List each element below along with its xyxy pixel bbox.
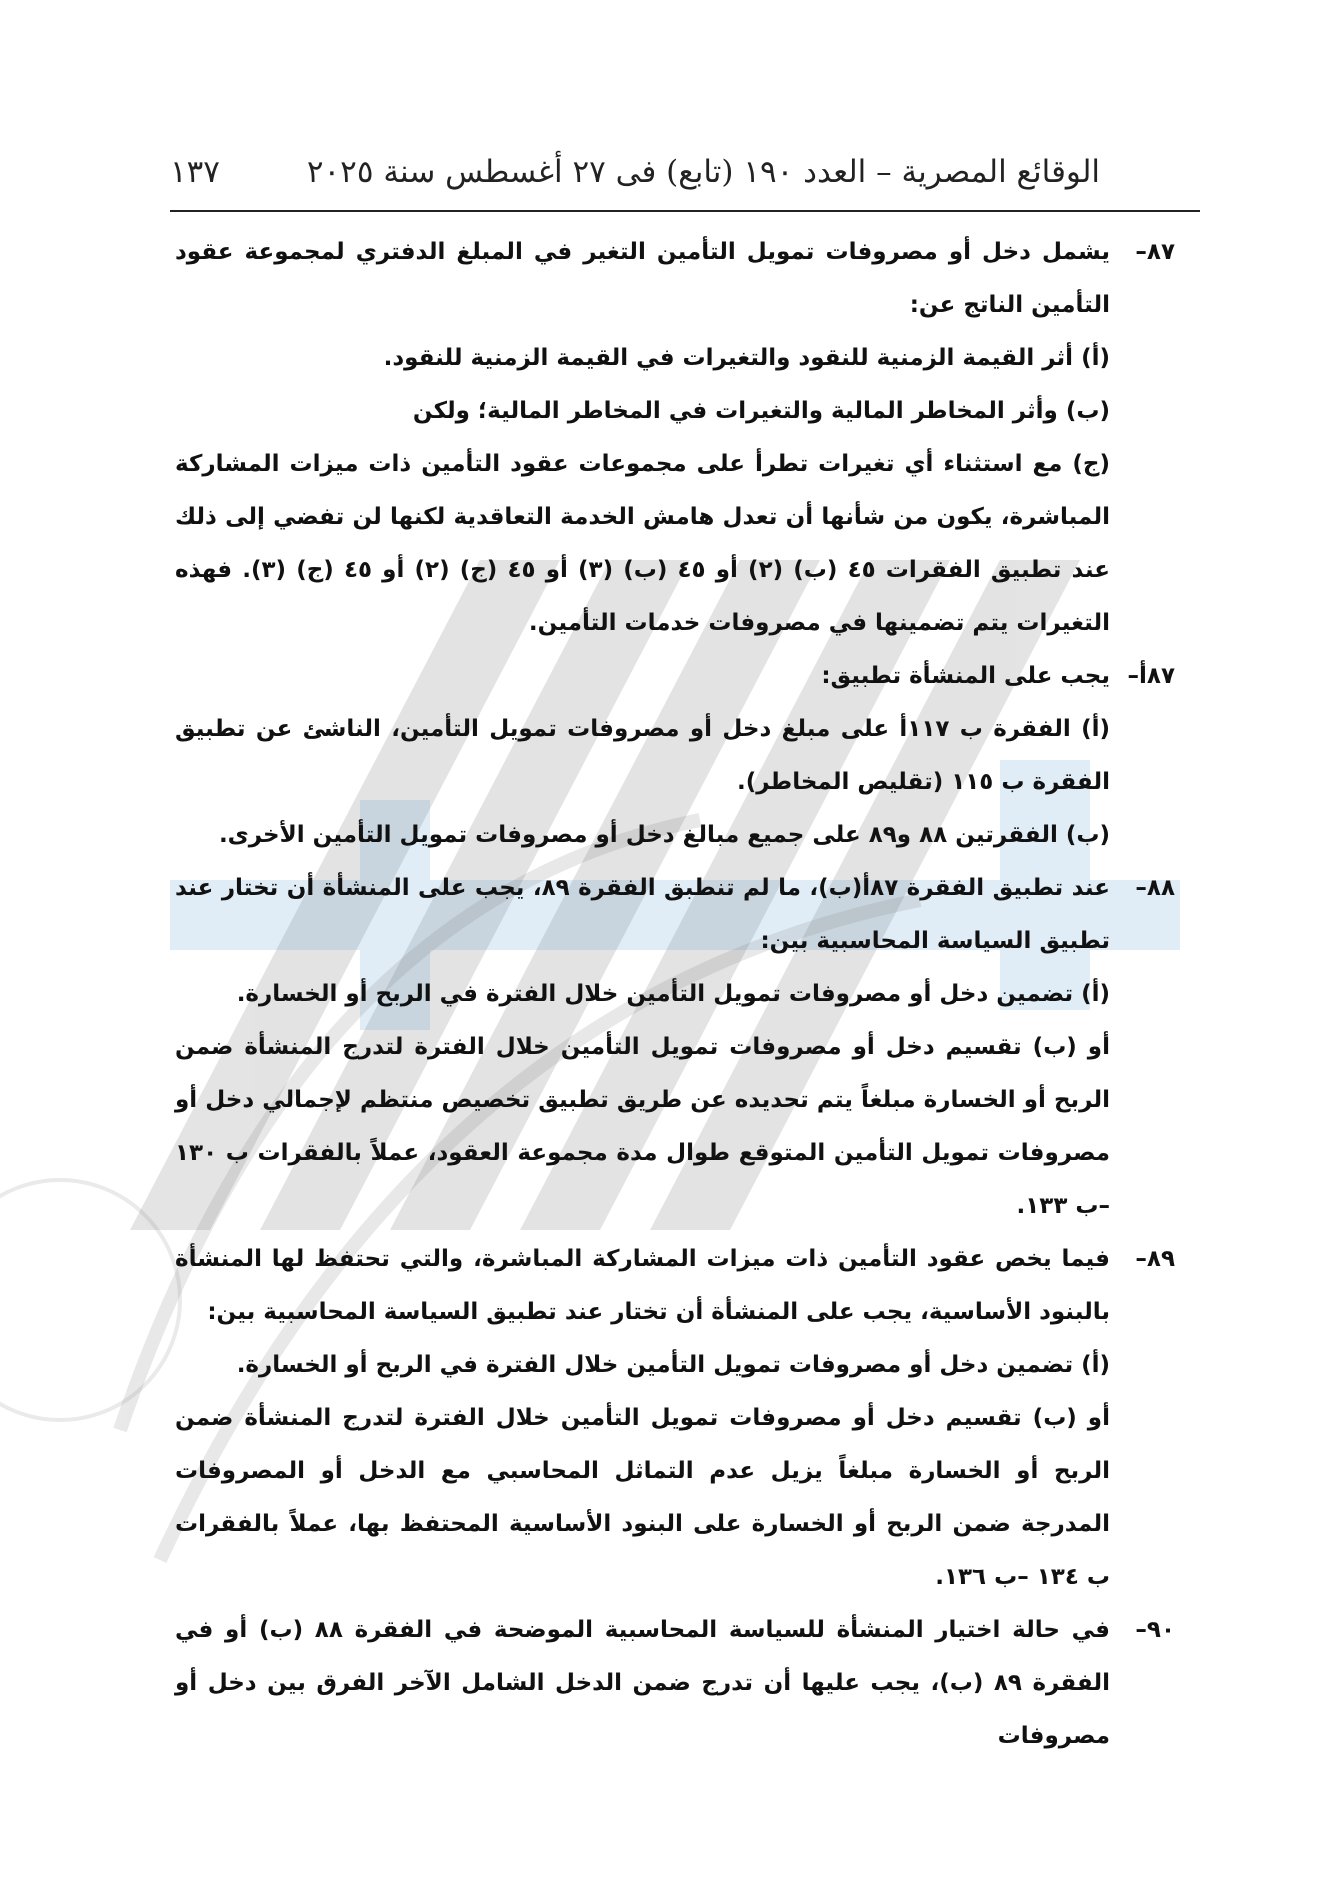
- paragraph-90: [175, 1604, 1175, 1763]
- page-header: [170, 142, 1100, 202]
- clause-b: (ب) وأثر المخاطر المالية والتغيرات في المخاطر المالية؛ ولكن: [412, 398, 1110, 424]
- clause-b: أو (ب) تقسيم دخل أو مصروفات تمويل التأمين خلال الفترة لتدرج المنشأة ضمن الربح أو الخسارة مبلغاً يتم تحديده عن طريق تطبيق تخصيص منتظم لإجمالي دخل أو مصروفات تمويل التأمين المتوقع طوال مدة مجموعة العقود، عملاً بالفقرات ب ١٣٠ –ب ١٣٣.: [175, 1034, 1110, 1219]
- paragraph-number: ٨٧أ–: [1127, 663, 1175, 689]
- paragraph-text: عند تطبيق الفقرة ٨٧أ(ب)، ما لم تنطبق الفقرة ٨٩، يجب على المنشأة أن تختار عند تطبيق السياسة المحاسبية بين:: [175, 875, 1110, 954]
- paragraph-text: يجب على المنشأة تطبيق:: [821, 663, 1110, 689]
- paragraph-text: في حالة اختيار المنشأة للسياسة المحاسبية الموضحة في الفقرة ٨٨ (ب) أو في الفقرة ٨٩ (ب)، يجب عليها أن تدرج ضمن الدخل الشامل الآخر الفرق بين دخل أو مصروفات: [175, 1617, 1110, 1749]
- paragraph-text: فيما يخص عقود التأمين ذات ميزات المشاركة المباشرة، والتي تحتفظ لها المنشأة بالبنود الأساسية، يجب على المنشأة أن تختار عند تطبيق السياسة المحاسبية بين:: [175, 1246, 1110, 1325]
- clause-a: (أ) تضمين دخل أو مصروفات تمويل التأمين خلال الفترة في الربح أو الخسارة.: [236, 981, 1110, 1007]
- clause-c: (ج) مع استثناء أي تغيرات تطرأ على مجموعات عقود التأمين ذات ميزات المشاركة المباشرة، يكون من شأنها أن تعدل هامش الخدمة التعاقدية لكنها لن تفضي إلى ذلك عند تطبيق الفقرات ٤٥ (ب) (٢) أو ٤٥ (ب) (٣) أو ٤٥ (ج) (٢) أو ٤٥ (ج) (٣). فهذه التغيرات يتم تضمينها في مصروفات خدمات التأمين.: [175, 451, 1110, 636]
- clause-b: أو (ب) تقسيم دخل أو مصروفات تمويل التأمين خلال الفترة لتدرج المنشأة ضمن الربح أو الخسارة مبلغاً يزيل عدم التماثل المحاسبي مع الدخل أو المصروفات المدرجة ضمن الربح أو الخسارة على البنود الأساسية المحتفظ بها، عملاً بالفقرات ب ١٣٤ –ب ١٣٦.: [175, 1405, 1110, 1590]
- header-divider: [170, 210, 1200, 212]
- clause-a: (أ) الفقرة ب ١١٧أ على مبلغ دخل أو مصروفات تمويل التأمين، الناشئ عن تطبيق الفقرة ب ١١٥ (تقليص المخاطر).: [175, 716, 1110, 795]
- paragraph-88: [175, 862, 1175, 1233]
- paragraph-87a: [175, 650, 1175, 862]
- document-body: [175, 226, 1175, 1763]
- clause-a: (أ) أثر القيمة الزمنية للنقود والتغيرات في القيمة الزمنية للنقود.: [383, 345, 1110, 371]
- paragraph-number: ٨٩–: [1135, 1246, 1175, 1272]
- paragraph-number: ٨٨–: [1135, 875, 1175, 901]
- paragraph-number: ٨٧–: [1135, 239, 1175, 265]
- paragraph-87: [175, 226, 1175, 650]
- paragraph-89: [175, 1233, 1175, 1604]
- clause-b: (ب) الفقرتين ٨٨ و٨٩ على جميع مبالغ دخل أو مصروفات تمويل التأمين الأخرى.: [218, 822, 1110, 848]
- clause-a: (أ) تضمين دخل أو مصروفات تمويل التأمين خلال الفترة في الربح أو الخسارة.: [236, 1352, 1110, 1378]
- header-title: الوقائع المصرية – العدد ١٩٠ (تابع) فى ٢٧ أغسطس سنة ٢٠٢٥: [306, 154, 1100, 190]
- watermark-seal: [0, 1180, 180, 1420]
- paragraph-text: يشمل دخل أو مصروفات تمويل التأمين التغير في المبلغ الدفتري لمجموعة عقود التأمين الناتج عن:: [175, 239, 1110, 318]
- page-number: ١٣٧: [170, 154, 220, 190]
- paragraph-number: ٩٠–: [1135, 1617, 1175, 1643]
